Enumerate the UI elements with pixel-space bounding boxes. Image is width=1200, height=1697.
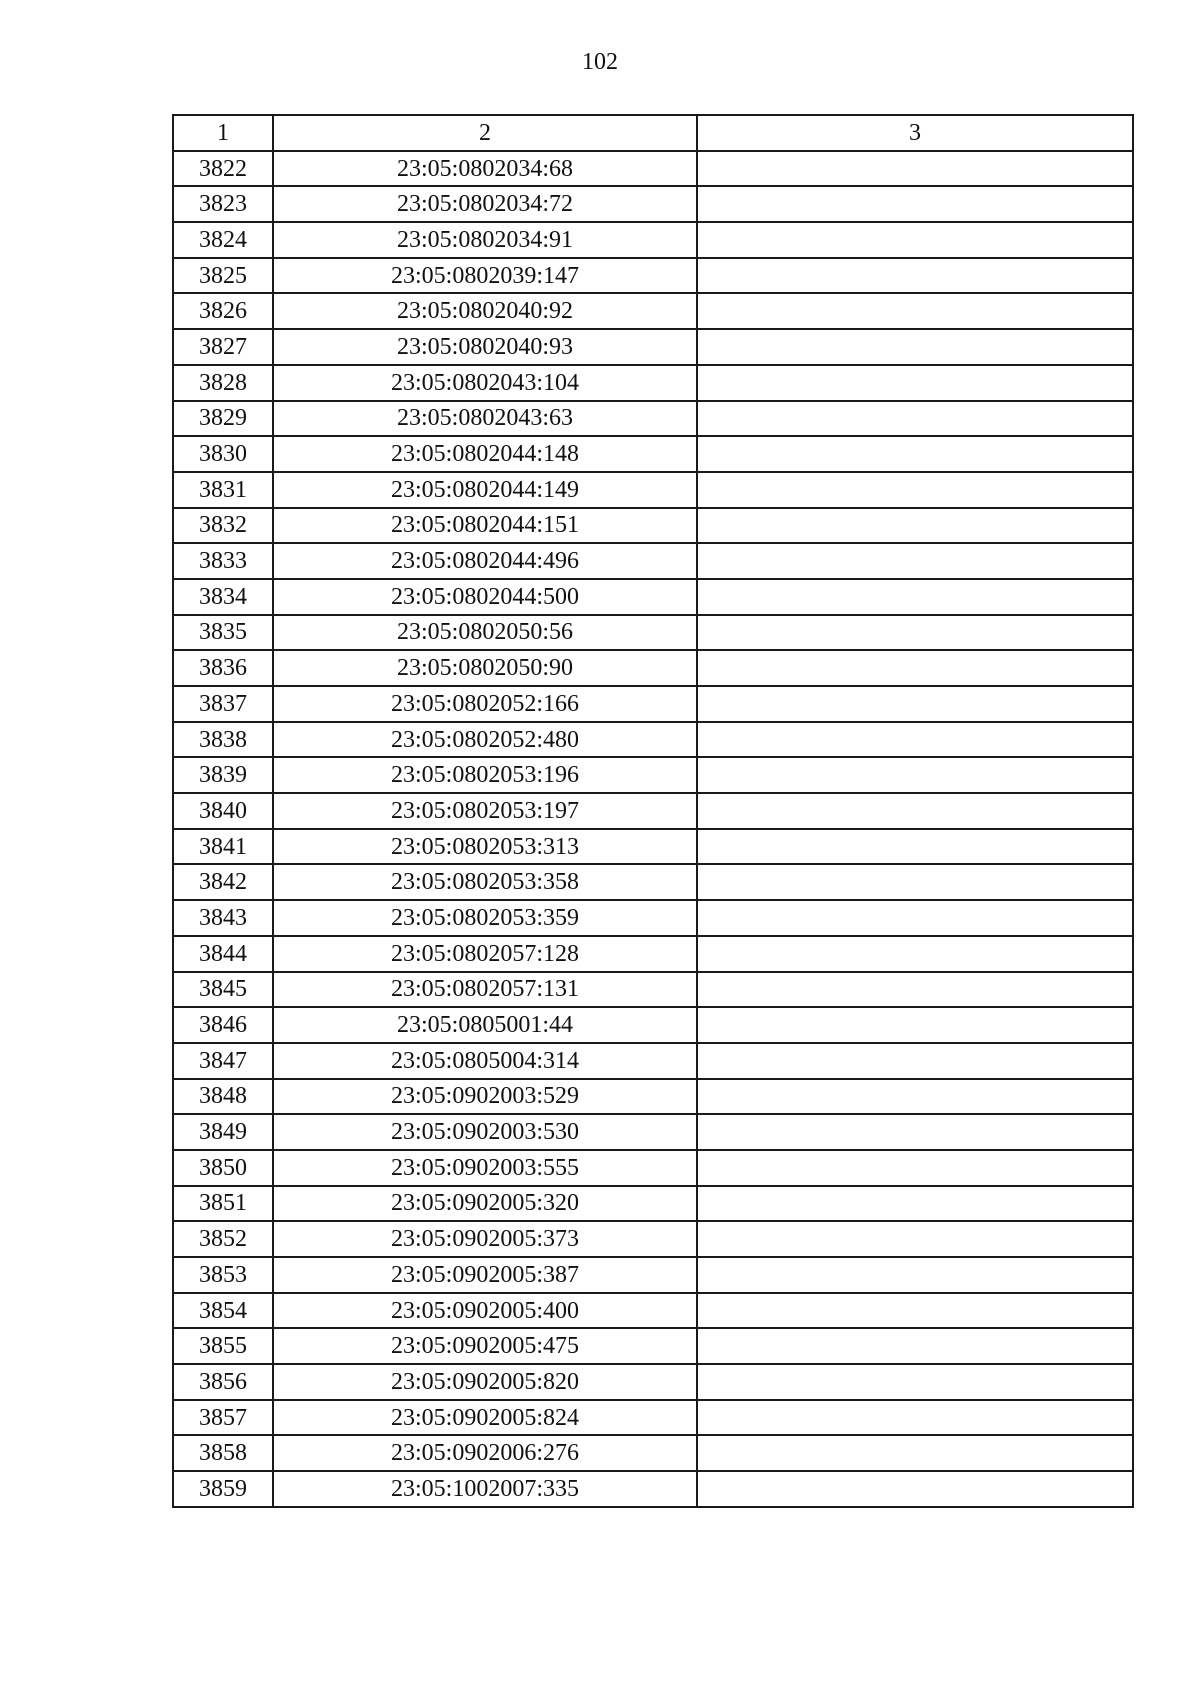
notes-cell <box>697 1186 1133 1222</box>
header-row <box>173 115 1133 151</box>
row-number-cell: 3838 <box>173 722 273 758</box>
column-header-2: 2 <box>273 115 697 151</box>
table-row <box>173 1328 1133 1364</box>
row-number-cell: 3855 <box>173 1328 273 1364</box>
table-row <box>173 1221 1133 1257</box>
cadastral-number-cell: 23:05:0902003:555 <box>273 1150 697 1186</box>
notes-cell <box>697 186 1133 222</box>
cadastral-number-cell: 23:05:0902005:387 <box>273 1257 697 1293</box>
cadastral-number-cell: 23:05:0805001:44 <box>273 1007 697 1043</box>
notes-cell <box>697 1257 1133 1293</box>
row-number-cell: 3849 <box>173 1114 273 1150</box>
notes-cell <box>697 579 1133 615</box>
cadastral-number-cell: 23:05:0902006:276 <box>273 1435 697 1471</box>
row-number-cell: 3835 <box>173 615 273 651</box>
row-number-cell: 3833 <box>173 543 273 579</box>
table-row <box>173 793 1133 829</box>
table-row <box>173 864 1133 900</box>
notes-cell <box>697 757 1133 793</box>
table-row <box>173 972 1133 1008</box>
table-row <box>173 829 1133 865</box>
row-number-cell: 3836 <box>173 650 273 686</box>
notes-cell <box>697 900 1133 936</box>
table-row <box>173 186 1133 222</box>
table-row <box>173 436 1133 472</box>
cadastral-number-cell: 23:05:0802043:104 <box>273 365 697 401</box>
row-number-cell: 3834 <box>173 579 273 615</box>
row-number-cell: 3832 <box>173 508 273 544</box>
table-row <box>173 900 1133 936</box>
cadastral-number-cell: 23:05:0802044:149 <box>273 472 697 508</box>
row-number-cell: 3858 <box>173 1435 273 1471</box>
table-row <box>173 1079 1133 1115</box>
row-number-cell: 3844 <box>173 936 273 972</box>
row-number-cell: 3824 <box>173 222 273 258</box>
cadastral-number-cell: 23:05:0902005:400 <box>273 1293 697 1329</box>
row-number-cell: 3830 <box>173 436 273 472</box>
row-number-cell: 3846 <box>173 1007 273 1043</box>
notes-cell <box>697 722 1133 758</box>
notes-cell <box>697 151 1133 187</box>
cadastral-number-cell: 23:05:0802040:92 <box>273 293 697 329</box>
table-row <box>173 1435 1133 1471</box>
table-header <box>173 115 1133 151</box>
notes-cell <box>697 1114 1133 1150</box>
cadastral-number-cell: 23:05:0802043:63 <box>273 401 697 437</box>
row-number-cell: 3831 <box>173 472 273 508</box>
notes-cell <box>697 1221 1133 1257</box>
cadastral-number-cell: 23:05:0802050:56 <box>273 615 697 651</box>
row-number-cell: 3856 <box>173 1364 273 1400</box>
row-number-cell: 3851 <box>173 1186 273 1222</box>
cadastral-number-cell: 23:05:0802034:91 <box>273 222 697 258</box>
notes-cell <box>697 686 1133 722</box>
notes-cell <box>697 1364 1133 1400</box>
row-number-cell: 3853 <box>173 1257 273 1293</box>
notes-cell <box>697 472 1133 508</box>
notes-cell <box>697 864 1133 900</box>
cadastral-number-cell: 23:05:0902005:824 <box>273 1400 697 1436</box>
notes-cell <box>697 543 1133 579</box>
row-number-cell: 3827 <box>173 329 273 365</box>
cadastral-number-cell: 23:05:0802053:358 <box>273 864 697 900</box>
cadastral-number-cell: 23:05:0902005:373 <box>273 1221 697 1257</box>
table-row <box>173 508 1133 544</box>
table-row <box>173 401 1133 437</box>
row-number-cell: 3837 <box>173 686 273 722</box>
row-number-cell: 3859 <box>173 1471 273 1507</box>
table-row <box>173 1186 1133 1222</box>
row-number-cell: 3843 <box>173 900 273 936</box>
row-number-cell: 3823 <box>173 186 273 222</box>
table-row <box>173 615 1133 651</box>
row-number-cell: 3825 <box>173 258 273 294</box>
table-row <box>173 1043 1133 1079</box>
notes-cell <box>697 436 1133 472</box>
row-number-cell: 3857 <box>173 1400 273 1436</box>
notes-cell <box>697 1150 1133 1186</box>
row-number-cell: 3839 <box>173 757 273 793</box>
column-header-1: 1 <box>173 115 273 151</box>
row-number-cell: 3828 <box>173 365 273 401</box>
table-row <box>173 686 1133 722</box>
notes-cell <box>697 793 1133 829</box>
cadastral-number-cell: 23:05:0902003:529 <box>273 1079 697 1115</box>
notes-cell <box>697 1293 1133 1329</box>
cadastral-number-cell: 23:05:0802044:151 <box>273 508 697 544</box>
row-number-cell: 3850 <box>173 1150 273 1186</box>
table-row <box>173 722 1133 758</box>
notes-cell <box>697 829 1133 865</box>
row-number-cell: 3841 <box>173 829 273 865</box>
table-row <box>173 365 1133 401</box>
cadastral-number-cell: 23:05:0802053:313 <box>273 829 697 865</box>
notes-cell <box>697 972 1133 1008</box>
notes-cell <box>697 1043 1133 1079</box>
notes-cell <box>697 936 1133 972</box>
cadastral-number-cell: 23:05:1002007:335 <box>273 1471 697 1507</box>
table-row <box>173 1257 1133 1293</box>
notes-cell <box>697 1471 1133 1507</box>
cadastral-number-cell: 23:05:0802053:359 <box>273 900 697 936</box>
page-number: 102 <box>582 49 618 75</box>
row-number-cell: 3829 <box>173 401 273 437</box>
row-number-cell: 3822 <box>173 151 273 187</box>
notes-cell <box>697 1007 1133 1043</box>
row-number-cell: 3826 <box>173 293 273 329</box>
table-row <box>173 1114 1133 1150</box>
table-row <box>173 1293 1133 1329</box>
cadastral-number-cell: 23:05:0802044:500 <box>273 579 697 615</box>
row-number-cell: 3840 <box>173 793 273 829</box>
cadastral-number-cell: 23:05:0802053:197 <box>273 793 697 829</box>
table-row <box>173 1400 1133 1436</box>
cadastral-number-cell: 23:05:0802052:166 <box>273 686 697 722</box>
table-row <box>173 579 1133 615</box>
cadastral-number-cell: 23:05:0902005:820 <box>273 1364 697 1400</box>
notes-cell <box>697 615 1133 651</box>
row-number-cell: 3842 <box>173 864 273 900</box>
cadastral-number-cell: 23:05:0802057:131 <box>273 972 697 1008</box>
cadastral-number-cell: 23:05:0802034:72 <box>273 186 697 222</box>
cadastral-number-cell: 23:05:0802034:68 <box>273 151 697 187</box>
table-row <box>173 222 1133 258</box>
table-row <box>173 1150 1133 1186</box>
cadastral-number-cell: 23:05:0802057:128 <box>273 936 697 972</box>
cadastral-number-cell: 23:05:0802039:147 <box>273 258 697 294</box>
notes-cell <box>697 650 1133 686</box>
cadastral-number-cell: 23:05:0902005:475 <box>273 1328 697 1364</box>
table-row <box>173 1364 1133 1400</box>
table-row <box>173 650 1133 686</box>
notes-cell <box>697 508 1133 544</box>
notes-cell <box>697 401 1133 437</box>
cadastral-number-cell: 23:05:0802050:90 <box>273 650 697 686</box>
row-number-cell: 3852 <box>173 1221 273 1257</box>
notes-cell <box>697 1079 1133 1115</box>
notes-cell <box>697 222 1133 258</box>
notes-cell <box>697 1328 1133 1364</box>
cadastral-table <box>172 114 1134 1508</box>
table-row <box>173 151 1133 187</box>
notes-cell <box>697 293 1133 329</box>
table-row <box>173 258 1133 294</box>
cadastral-number-cell: 23:05:0902003:530 <box>273 1114 697 1150</box>
column-header-3: 3 <box>697 115 1133 151</box>
table-row <box>173 293 1133 329</box>
table-row <box>173 757 1133 793</box>
table-row <box>173 1471 1133 1507</box>
table-body <box>173 151 1133 1507</box>
cadastral-number-cell: 23:05:0802053:196 <box>273 757 697 793</box>
row-number-cell: 3848 <box>173 1079 273 1115</box>
cadastral-number-cell: 23:05:0902005:320 <box>273 1186 697 1222</box>
table-row <box>173 472 1133 508</box>
notes-cell <box>697 258 1133 294</box>
table-row <box>173 543 1133 579</box>
cadastral-number-cell: 23:05:0802044:148 <box>273 436 697 472</box>
table-row <box>173 1007 1133 1043</box>
table-row <box>173 936 1133 972</box>
notes-cell <box>697 1435 1133 1471</box>
cadastral-number-cell: 23:05:0802052:480 <box>273 722 697 758</box>
notes-cell <box>697 1400 1133 1436</box>
row-number-cell: 3847 <box>173 1043 273 1079</box>
cadastral-number-cell: 23:05:0805004:314 <box>273 1043 697 1079</box>
table-row <box>173 329 1133 365</box>
row-number-cell: 3854 <box>173 1293 273 1329</box>
notes-cell <box>697 329 1133 365</box>
row-number-cell: 3845 <box>173 972 273 1008</box>
cadastral-number-cell: 23:05:0802044:496 <box>273 543 697 579</box>
cadastral-number-cell: 23:05:0802040:93 <box>273 329 697 365</box>
notes-cell <box>697 365 1133 401</box>
